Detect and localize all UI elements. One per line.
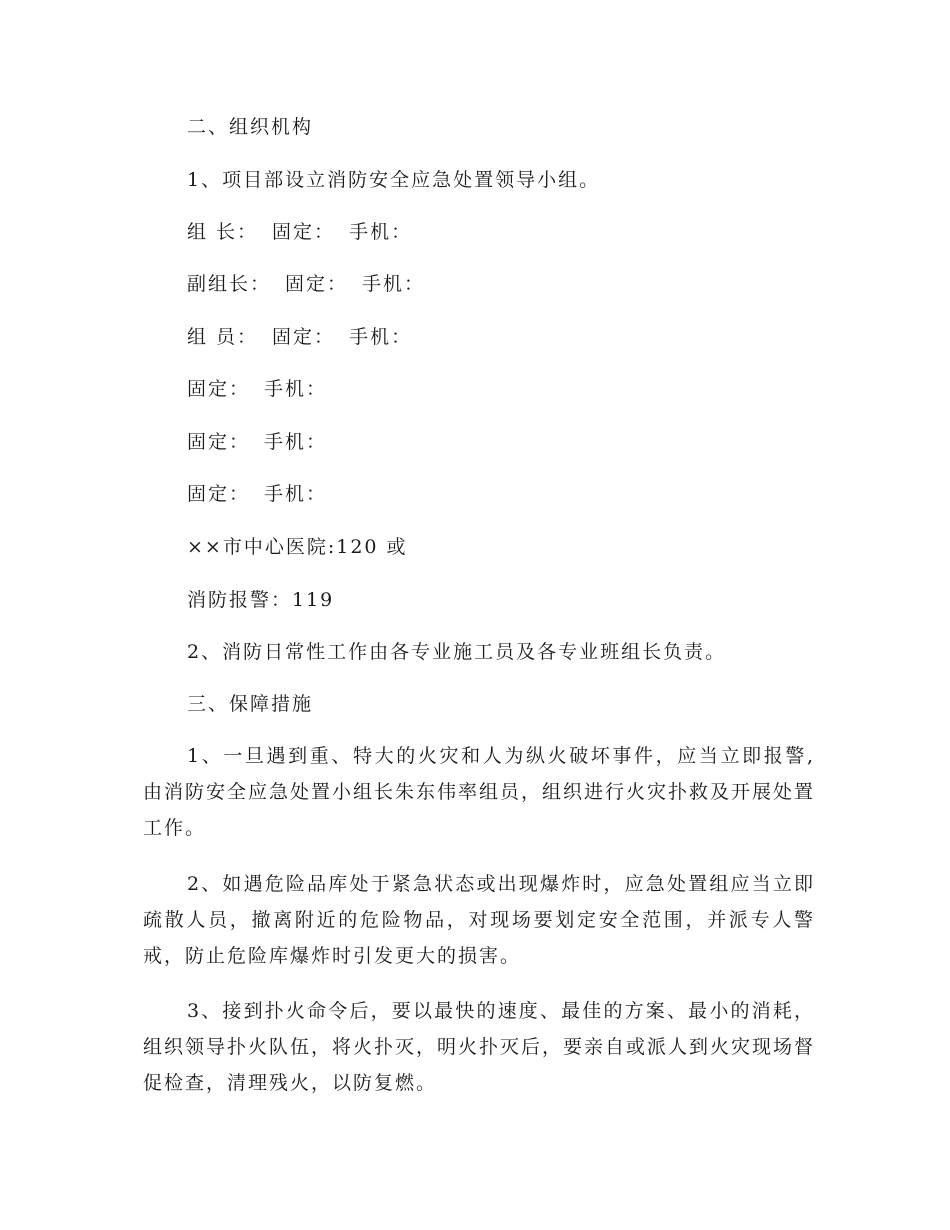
section-heading-organization: 二、组织机构 [187,116,314,138]
member-contact-line [187,325,412,349]
fire-alarm-contact: 消防报警：119 [187,589,335,611]
contact-line-3 [187,482,327,506]
leader-fixed-label: 固定： [272,221,336,243]
measure-paragraph-2: 2、如遇危险品库处于紧急状态或出现爆炸时，应急处置组应当立即疏散人员，撤离附近的危险物品，对现场要划定安全范围，并派专人警戒，防止危险库爆炸时引发更大的损害。 [143,873,815,967]
member-fixed-label: 固定： [272,326,336,348]
contact-line-1 [187,377,327,401]
deputy-fixed-label: 固定： [285,273,349,295]
contact1-mobile-label: 手机： [264,378,328,400]
deputy-role-label: 副组长： [187,273,272,295]
leader-contact-line [187,220,412,244]
leader-mobile-label: 手机： [349,221,413,243]
contact3-fixed-label: 固定： [187,483,251,505]
member-role-label: 组 员： [187,326,259,348]
deputy-contact-line [187,272,425,296]
leader-role-label: 组 长： [187,221,259,243]
measure-paragraph-1: 1、一旦遇到重、特大的火灾和人为纵火破坏事件，应当立即报警,由消防安全应急处置小组长朱东伟率组员，组织进行火灾扑救及开展处置工作。 [143,745,816,839]
deputy-mobile-label: 手机： [362,273,426,295]
item-daily-fire-work: 2、消防日常性工作由各专业施工员及各专业班组长负责。 [187,641,727,663]
hospital-contact: ××市中心医院:120 或 [187,536,408,558]
contact-line-2 [187,430,327,454]
contact3-mobile-label: 手机： [264,483,328,505]
contact2-fixed-label: 固定： [187,431,251,453]
contact2-mobile-label: 手机： [264,431,328,453]
contact1-fixed-label: 固定： [187,378,251,400]
measure-paragraph-3: 3、接到扑火命令后，要以最快的速度、最佳的方案、最小的消耗，组织领导扑火队伍，将火扑灭，明火扑灭后，要亲自或派人到火灾现场督促检查，清理残火，以防复燃。 [143,1000,816,1094]
section-heading-measures: 三、保障措施 [187,693,314,715]
member-mobile-label: 手机： [349,326,413,348]
item-leadership-group: 1、项目部设立消防安全应急处置领导小组。 [187,169,601,191]
